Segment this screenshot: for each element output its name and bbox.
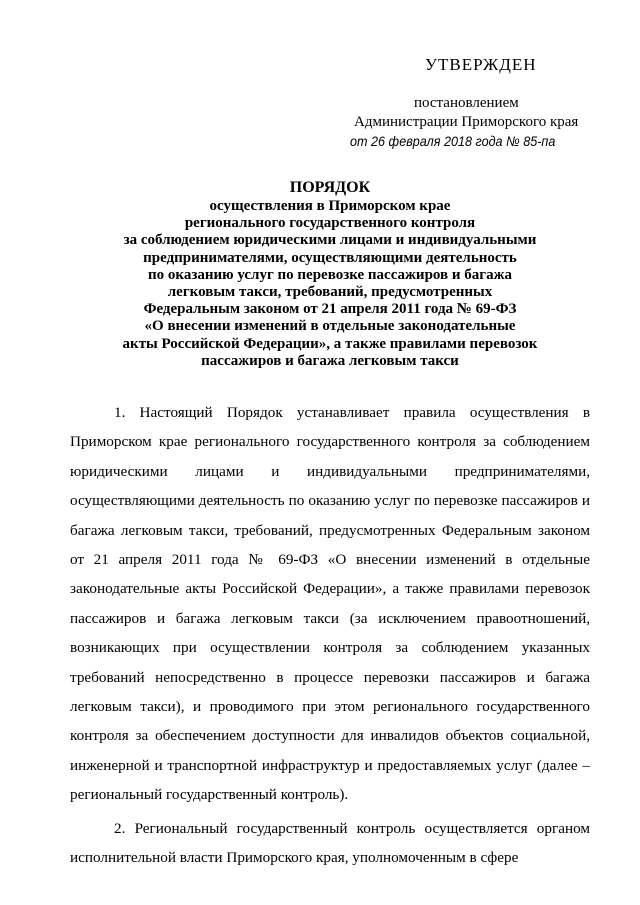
approval-line-date-number: от 26 февраля 2018 года № 85-па xyxy=(350,133,556,149)
title-line: за соблюдением юридическими лицами и индивидуальными xyxy=(123,232,537,249)
paragraph-1: 1. Настоящий Порядок устанавливает правила осуществления в Приморском крае регионального государственного контроля за соблюдением юридическими лицами и индивидуальными предпринимателями, осуществляющими деятельность по оказанию услуг по перевозке пассажиров и багажа легковым такси, требований, предусмотренных Федеральным законом от 21 апреля 2011 года № 69-ФЗ «О внесении изменений в отдельные законодательные акты Российской Федерации», а также правилами перевозок пассажиров и багажа легковым такси (за исключением правоотношений, возникающих при осуществлении контроля за соблюдением указанных требований непосредственно в процессе перевозки пассажиров и багажа легковым такси), и проводимого при этом регионального государственного контроля за обеспечением доступности для инвалидов объектов социальной, инженерной и транспортной инфраструктур и предоставляемых услуг (далее – региональный государственный контроль). xyxy=(70,404,590,804)
document-body xyxy=(70,398,590,873)
title-line: легковым такси, требований, предусмотренных xyxy=(167,284,493,301)
title-line: «О внесении изменений в отдельные законодательные xyxy=(144,318,516,335)
approval-line-administration: Администрации Приморского края xyxy=(354,114,579,130)
title-line: регионального государственного контроля xyxy=(184,215,476,232)
title-line: пассажиров и багажа легковым такси xyxy=(201,352,459,369)
title-line: акты Российской Федерации», а также правилами перевозок xyxy=(122,335,538,352)
title-heading: ПОРЯДОК xyxy=(289,179,371,196)
title-line: осуществления в Приморском крае xyxy=(209,198,451,214)
title-line: предпринимателями, осуществляющими деятельность xyxy=(143,249,517,266)
approval-word: УТВЕРЖДЕН xyxy=(425,55,537,74)
approval-line-resolution: постановлением xyxy=(414,95,519,111)
document-title xyxy=(70,178,590,370)
title-line: по оказанию услуг по перевозке пассажиров и багажа xyxy=(148,266,512,283)
title-line: Федеральным законом от 21 апреля 2011 года № 69-ФЗ xyxy=(143,301,517,318)
paragraph-2: 2. Региональный государственный контроль осуществляется органом исполнительной власти Приморского края, уполномоченным в сфере xyxy=(70,819,590,867)
